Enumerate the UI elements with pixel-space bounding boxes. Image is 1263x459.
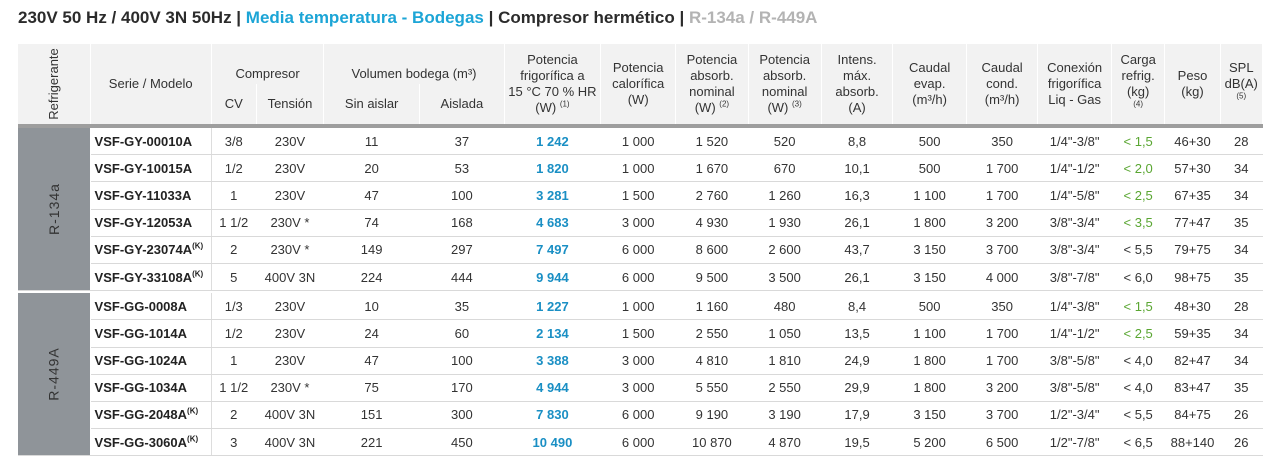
model-cell: VSF-GY-12053A	[90, 209, 211, 236]
cell-spl: 34	[1220, 347, 1262, 374]
cell-pot-frig: 2 134	[504, 320, 600, 347]
cell-conexion: 1/2"-7/8"	[1038, 429, 1112, 456]
cell-carga: < 2,0	[1111, 155, 1165, 182]
model-cell: VSF-GG-1024A	[90, 347, 211, 374]
model-cell: VSF-$GY-33108A^{(K)}$	[90, 263, 211, 290]
cell-abs-nom-3: 3 190	[748, 401, 821, 428]
cell-caudal-evap: 1 800	[893, 347, 966, 374]
header-spl: SPL dB(A) $^{(5)}$	[1220, 44, 1262, 124]
cell-pot-frig: 1 820	[504, 155, 600, 182]
model-cell: VSF-GG-1014A	[90, 320, 211, 347]
title-compressor: | Compresor hermético |	[488, 8, 685, 27]
cell-spl: 35	[1220, 209, 1262, 236]
cell-carga: < 5,5	[1111, 236, 1165, 263]
table-row	[18, 263, 1263, 290]
cell-pot-cal: 3 000	[601, 374, 676, 401]
cell-abs-nom-3: 1 930	[748, 209, 821, 236]
cell-sin-aislar: 221	[324, 429, 420, 456]
cell-caudal-evap: 500	[893, 155, 966, 182]
cell-intens: 43,7	[821, 236, 893, 263]
cell-aislada: 35	[420, 293, 505, 320]
cell-aislada: 100	[420, 182, 505, 209]
cell-sin-aislar: 24	[324, 320, 420, 347]
cell-carga: < 4,0	[1111, 374, 1165, 401]
cell-abs-nom-2: 1 520	[676, 128, 748, 155]
cell-abs-nom-2: 4 810	[676, 347, 748, 374]
cell-pot-cal: 1 500	[601, 182, 676, 209]
header-potencia-frigorifica: Potencia frigorífica a 15 °C 70 % HR (W) $^{(1)}$	[504, 44, 600, 124]
cell-caudal-evap: 3 150	[893, 263, 966, 290]
model-cell: VSF-GY-00010A	[90, 128, 211, 155]
cell-abs-nom-2: 8 600	[676, 236, 748, 263]
cell-spl: 35	[1220, 374, 1262, 401]
cell-peso: 67+35	[1165, 182, 1220, 209]
cell-aislada: 53	[420, 155, 505, 182]
table-row	[18, 128, 1263, 155]
cell-tension: 230V *	[256, 236, 324, 263]
cell-sin-aislar: 20	[324, 155, 420, 182]
cell-abs-nom-3: 520	[748, 128, 821, 155]
cell-intens: 26,1	[821, 209, 893, 236]
cell-conexion: 3/8"-3/4"	[1038, 209, 1112, 236]
cell-cv: 1 1/2	[211, 374, 256, 401]
cell-peso: 57+30	[1165, 155, 1220, 182]
table-row	[18, 429, 1263, 456]
cell-conexion: 3/8"-7/8"	[1038, 263, 1112, 290]
cell-abs-nom-3: 480	[748, 293, 821, 320]
table-body	[18, 128, 1263, 456]
cell-peso: 98+75	[1165, 263, 1220, 290]
title-voltage: 230V 50 Hz / 400V 3N 50Hz |	[18, 8, 242, 27]
cell-tension: 230V *	[256, 209, 324, 236]
cell-caudal-evap: 1 100	[893, 182, 966, 209]
cell-abs-nom-3: 2 550	[748, 374, 821, 401]
header-sin-aislar: Sin aislar	[324, 84, 420, 124]
cell-carga: < 1,5	[1111, 293, 1165, 320]
header-aislada: Aislada	[420, 84, 505, 124]
cell-abs-nom-3: 1 260	[748, 182, 821, 209]
table-row	[18, 209, 1263, 236]
table-row	[18, 347, 1263, 374]
cell-peso: 84+75	[1165, 401, 1220, 428]
cell-carga: < 5,5	[1111, 401, 1165, 428]
table-row	[18, 182, 1263, 209]
cell-pot-cal: 6 000	[601, 236, 676, 263]
cell-sin-aislar: 151	[324, 401, 420, 428]
cell-pot-cal: 1 000	[601, 293, 676, 320]
cell-peso: 79+75	[1165, 236, 1220, 263]
cell-pot-frig: 7 497	[504, 236, 600, 263]
cell-pot-cal: 6 000	[601, 263, 676, 290]
cell-conexion: 3/8"-5/8"	[1038, 347, 1112, 374]
header-volumen: Volumen bodega (m³)	[324, 44, 504, 84]
cell-caudal-evap: 1 100	[893, 320, 966, 347]
cell-aislada: 168	[420, 209, 505, 236]
cell-carga: < 4,0	[1111, 347, 1165, 374]
cell-carga: < 1,5	[1111, 128, 1165, 155]
cell-tension: 230V	[256, 128, 324, 155]
cell-tension: 230V *	[256, 374, 324, 401]
cell-abs-nom-3: 4 870	[748, 429, 821, 456]
spec-table	[18, 44, 1263, 456]
cell-caudal-cond: 1 700	[966, 182, 1038, 209]
table-row	[18, 374, 1263, 401]
cell-aislada: 100	[420, 347, 505, 374]
cell-peso: 59+35	[1165, 320, 1220, 347]
header-potencia-absorb-3: Potencia absorb. nominal (W) $^{(3)}$	[748, 44, 821, 124]
cell-intens: 26,1	[821, 263, 893, 290]
cell-abs-nom-2: 2 550	[676, 320, 748, 347]
header-refrigerante: Refrigerante	[18, 44, 90, 124]
cell-intens: 19,5	[821, 429, 893, 456]
cell-caudal-evap: 5 200	[893, 429, 966, 456]
cell-aislada: 450	[420, 429, 505, 456]
header-potencia-absorb-2: Potencia absorb. nominal (W) $^{(2)}$	[676, 44, 748, 124]
cell-pot-cal: 1 000	[601, 155, 676, 182]
title-refrigerants: R-134a / R-449A	[688, 8, 818, 27]
cell-intens: 8,8	[821, 128, 893, 155]
header-serie-modelo: Serie / Modelo	[90, 44, 211, 124]
cell-caudal-evap: 3 150	[893, 236, 966, 263]
cell-aislada: 297	[420, 236, 505, 263]
cell-cv: 1	[211, 347, 256, 374]
cell-caudal-cond: 1 700	[966, 155, 1038, 182]
cell-pot-cal: 6 000	[601, 401, 676, 428]
cell-carga: < 6,5	[1111, 429, 1165, 456]
cell-tension: 230V	[256, 155, 324, 182]
cell-conexion: 1/4"-5/8"	[1038, 182, 1112, 209]
model-cell: VSF-$GG-2048A^{(K)}$	[90, 401, 211, 428]
cell-pot-frig: 7 830	[504, 401, 600, 428]
refrigerant-group-label: R-134a	[18, 128, 90, 291]
cell-pot-frig: 1 227	[504, 293, 600, 320]
cell-conexion: 1/4"-3/8"	[1038, 293, 1112, 320]
cell-spl: 34	[1220, 320, 1262, 347]
header-conexion: Conexión frigorífica Liq - Gas	[1038, 44, 1112, 124]
cell-abs-nom-3: 1 050	[748, 320, 821, 347]
cell-cv: 2	[211, 236, 256, 263]
cell-aislada: 60	[420, 320, 505, 347]
cell-cv: 1	[211, 182, 256, 209]
cell-cv: 1/2	[211, 155, 256, 182]
model-cell: VSF-$GY-23074A^{(K)}$	[90, 236, 211, 263]
cell-intens: 13,5	[821, 320, 893, 347]
cell-conexion: 1/4"-1/2"	[1038, 155, 1112, 182]
cell-pot-frig: 1 242	[504, 128, 600, 155]
cell-cv: 3	[211, 429, 256, 456]
cell-caudal-evap: 1 800	[893, 209, 966, 236]
cell-caudal-evap: 500	[893, 293, 966, 320]
cell-cv: 1/3	[211, 293, 256, 320]
model-cell: VSF-GY-11033A	[90, 182, 211, 209]
cell-tension: 400V 3N	[256, 401, 324, 428]
cell-spl: 34	[1220, 155, 1262, 182]
cell-sin-aislar: 75	[324, 374, 420, 401]
cell-peso: 83+47	[1165, 374, 1220, 401]
cell-abs-nom-2: 9 500	[676, 263, 748, 290]
cell-pot-frig: 4 683	[504, 209, 600, 236]
cell-cv: 1 1/2	[211, 209, 256, 236]
cell-tension: 230V	[256, 347, 324, 374]
cell-abs-nom-2: 1 160	[676, 293, 748, 320]
cell-conexion: 1/4"-3/8"	[1038, 128, 1112, 155]
cell-conexion: 3/8"-3/4"	[1038, 236, 1112, 263]
cell-peso: 88+140	[1165, 429, 1220, 456]
cell-intens: 8,4	[821, 293, 893, 320]
model-cell: VSF-GG-1034A	[90, 374, 211, 401]
cell-pot-frig: 10 490	[504, 429, 600, 456]
cell-caudal-cond: 350	[966, 128, 1038, 155]
cell-cv: 5	[211, 263, 256, 290]
cell-sin-aislar: 10	[324, 293, 420, 320]
cell-caudal-evap: 500	[893, 128, 966, 155]
cell-sin-aislar: 149	[324, 236, 420, 263]
cell-cv: 1/2	[211, 320, 256, 347]
cell-pot-frig: 3 388	[504, 347, 600, 374]
cell-carga: < 2,5	[1111, 182, 1165, 209]
cell-spl: 34	[1220, 236, 1262, 263]
cell-pot-frig: 4 944	[504, 374, 600, 401]
table-row	[18, 236, 1263, 263]
cell-cv: 2	[211, 401, 256, 428]
header-caudal-cond: Caudal cond. (m³/h)	[966, 44, 1038, 124]
table-row	[18, 293, 1263, 320]
refrigerant-group-label: R-449A	[18, 293, 90, 456]
cell-intens: 10,1	[821, 155, 893, 182]
cell-sin-aislar: 224	[324, 263, 420, 290]
cell-pot-cal: 3 000	[601, 209, 676, 236]
model-cell: VSF-GG-0008A	[90, 293, 211, 320]
page-title	[18, 8, 817, 28]
cell-abs-nom-2: 1 670	[676, 155, 748, 182]
table-row	[18, 401, 1263, 428]
cell-tension: 400V 3N	[256, 263, 324, 290]
cell-caudal-evap: 1 800	[893, 374, 966, 401]
cell-tension: 230V	[256, 320, 324, 347]
cell-carga: < 6,0	[1111, 263, 1165, 290]
cell-pot-cal: 1 500	[601, 320, 676, 347]
model-cell: VSF-GY-10015A	[90, 155, 211, 182]
cell-caudal-evap: 3 150	[893, 401, 966, 428]
header-tension: Tensión	[256, 84, 324, 124]
cell-pot-frig: 3 281	[504, 182, 600, 209]
cell-pot-frig: 9 944	[504, 263, 600, 290]
cell-tension: 230V	[256, 293, 324, 320]
cell-caudal-cond: 1 700	[966, 347, 1038, 374]
cell-conexion: 1/4"-1/2"	[1038, 320, 1112, 347]
cell-aislada: 37	[420, 128, 505, 155]
cell-abs-nom-3: 1 810	[748, 347, 821, 374]
cell-cv: 3/8	[211, 128, 256, 155]
cell-carga: < 2,5	[1111, 320, 1165, 347]
cell-peso: 48+30	[1165, 293, 1220, 320]
cell-caudal-cond: 350	[966, 293, 1038, 320]
cell-caudal-cond: 1 700	[966, 320, 1038, 347]
cell-caudal-cond: 3 700	[966, 236, 1038, 263]
header-peso: Peso (kg)	[1165, 44, 1220, 124]
cell-peso: 77+47	[1165, 209, 1220, 236]
cell-spl: 26	[1220, 401, 1262, 428]
cell-abs-nom-2: 5 550	[676, 374, 748, 401]
cell-sin-aislar: 11	[324, 128, 420, 155]
cell-pot-cal: 6 000	[601, 429, 676, 456]
header-intensidad: Intens. máx. absorb. (A)	[821, 44, 893, 124]
cell-caudal-cond: 3 700	[966, 401, 1038, 428]
cell-caudal-cond: 6 500	[966, 429, 1038, 456]
cell-carga: < 3,5	[1111, 209, 1165, 236]
model-cell: VSF-$GG-3060A^{(K)}$	[90, 429, 211, 456]
cell-pot-cal: 1 000	[601, 128, 676, 155]
cell-aislada: 444	[420, 263, 505, 290]
cell-spl: 35	[1220, 263, 1262, 290]
cell-peso: 82+47	[1165, 347, 1220, 374]
cell-abs-nom-2: 4 930	[676, 209, 748, 236]
header-carga: Carga refrig. (kg) $^{(4)}$	[1111, 44, 1165, 124]
header-compresor: Compresor	[211, 44, 323, 84]
cell-abs-nom-2: 10 870	[676, 429, 748, 456]
header-cv: CV	[211, 84, 256, 124]
header-potencia-calorifica: Potencia calorífica (W)	[601, 44, 676, 124]
cell-abs-nom-3: 670	[748, 155, 821, 182]
cell-spl: 28	[1220, 128, 1262, 155]
cell-aislada: 170	[420, 374, 505, 401]
cell-aislada: 300	[420, 401, 505, 428]
cell-pot-cal: 3 000	[601, 347, 676, 374]
cell-spl: 28	[1220, 293, 1262, 320]
cell-caudal-cond: 3 200	[966, 209, 1038, 236]
cell-caudal-cond: 3 200	[966, 374, 1038, 401]
table-header	[18, 44, 1263, 128]
cell-tension: 400V 3N	[256, 429, 324, 456]
cell-sin-aislar: 74	[324, 209, 420, 236]
cell-abs-nom-3: 3 500	[748, 263, 821, 290]
table-row	[18, 155, 1263, 182]
cell-spl: 34	[1220, 182, 1262, 209]
cell-tension: 230V	[256, 182, 324, 209]
cell-sin-aislar: 47	[324, 182, 420, 209]
cell-abs-nom-2: 2 760	[676, 182, 748, 209]
cell-caudal-cond: 4 000	[966, 263, 1038, 290]
cell-intens: 17,9	[821, 401, 893, 428]
title-category: Media temperatura - Bodegas	[245, 8, 484, 27]
cell-intens: 16,3	[821, 182, 893, 209]
cell-abs-nom-3: 2 600	[748, 236, 821, 263]
cell-peso: 46+30	[1165, 128, 1220, 155]
cell-spl: 26	[1220, 429, 1262, 456]
cell-conexion: 3/8"-5/8"	[1038, 374, 1112, 401]
cell-intens: 24,9	[821, 347, 893, 374]
cell-conexion: 1/2"-3/4"	[1038, 401, 1112, 428]
cell-abs-nom-2: 9 190	[676, 401, 748, 428]
cell-intens: 29,9	[821, 374, 893, 401]
table-row	[18, 320, 1263, 347]
cell-sin-aislar: 47	[324, 347, 420, 374]
header-caudal-evap: Caudal evap. (m³/h)	[893, 44, 966, 124]
